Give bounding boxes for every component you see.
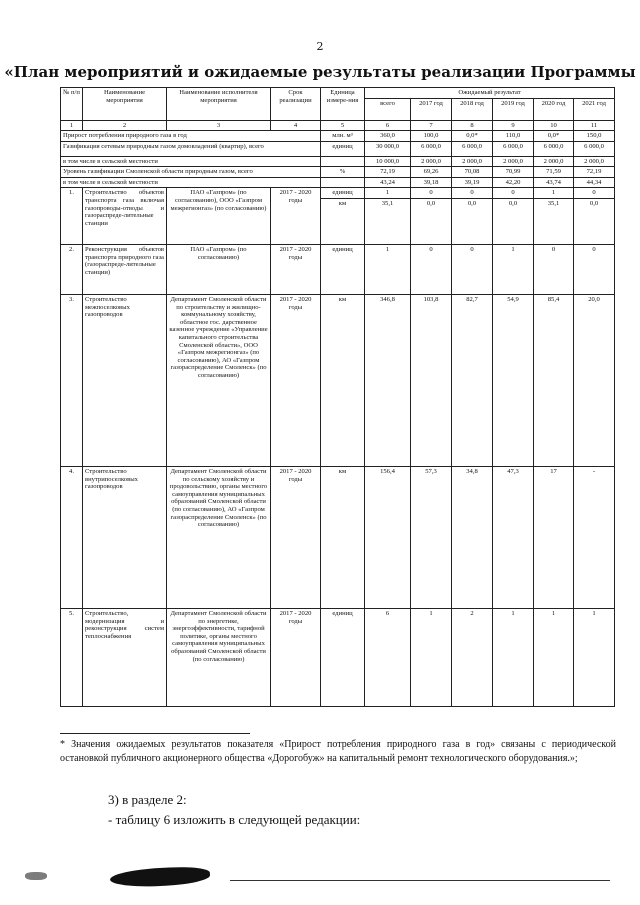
row-value: 57,3 [411, 467, 452, 609]
summary-value: 6 000,0 [574, 141, 615, 156]
row-value: 0,0 [452, 199, 493, 245]
col-number: 1 [61, 120, 83, 131]
row-number: 5. [61, 609, 83, 707]
row-event: Реконструкция объектов транспорта природного газа (газораспреде-лительные станции) [83, 245, 167, 295]
column-numbers-row [61, 120, 615, 131]
row-unit: единиц [321, 188, 365, 199]
col-number: 11 [574, 120, 615, 131]
summary-unit: % [321, 167, 365, 178]
row-value: 0 [452, 245, 493, 295]
row-value: 1 [534, 609, 574, 707]
row-value: 6 [365, 609, 411, 707]
row-value: 0 [493, 188, 534, 199]
summary-value: 2 000,0 [493, 156, 534, 167]
summary-value: 71,59 [534, 167, 574, 178]
summary-value: 39,19 [452, 177, 493, 188]
summary-value: 10 000,0 [365, 156, 411, 167]
row-term: 2017 - 2020 годы [271, 295, 321, 467]
col-number: 5 [321, 120, 365, 131]
summary-value: 0,0* [452, 131, 493, 142]
row-unit: км [321, 467, 365, 609]
scan-edge-line [230, 880, 610, 881]
row-number: 3. [61, 295, 83, 467]
summary-value: 6 000,0 [493, 141, 534, 156]
row-number: 4. [61, 467, 83, 609]
summary-value: 30 000,0 [365, 141, 411, 156]
summary-label: Уровень газификации Смоленской области природным газом, всего [61, 167, 321, 178]
header-term: Срок реализации [271, 88, 321, 121]
row-value: 103,8 [411, 295, 452, 467]
row-value: 1 [365, 188, 411, 199]
edit-item: 3) в разделе 2: [108, 792, 187, 807]
summary-label: в том числе в сельской местности [61, 177, 321, 188]
col-number: 6 [365, 120, 411, 131]
summary-value: 70,08 [452, 167, 493, 178]
footnote-divider [60, 733, 250, 734]
row-value: 35,1 [534, 199, 574, 245]
row-value: 35,1 [365, 199, 411, 245]
summary-row [61, 131, 615, 142]
row-value: 0 [574, 245, 615, 295]
row-term: 2017 - 2020 годы [271, 245, 321, 295]
summary-value: 6 000,0 [411, 141, 452, 156]
summary-value: 2 000,0 [411, 156, 452, 167]
header-2019: 2019 год [493, 98, 534, 120]
footnote: * Значения ожидаемых результатов показателя «Прирост потребления природного газа в год» связаны с периодической остановкой публичного акционерного общества «Дорогобуж» на капитальный ремонт технологического оборудования.»; [60, 739, 616, 764]
row-value: 1 [534, 188, 574, 199]
table-row [61, 245, 615, 295]
summary-label: Прирост потребления природного газа в год [61, 131, 321, 142]
row-event: Строительство объектов транспорта газа включая газопроводы-отводы и газораспреде-лительные станции [83, 188, 167, 245]
summary-row [61, 141, 615, 156]
summary-value: 70,99 [493, 167, 534, 178]
summary-value: 110,0 [493, 131, 534, 142]
row-number: 1. [61, 188, 83, 245]
row-value: 1 [574, 609, 615, 707]
row-value: 47,3 [493, 467, 534, 609]
row-unit: единиц [321, 245, 365, 295]
summary-value: 69,26 [411, 167, 452, 178]
summary-value: 360,0 [365, 131, 411, 142]
row-executor: Департамент Смоленской области по сельскому хозяйству и продовольствию, органы местного самоуправления муниципальных образований Смоленской области (по согласованию), АО «Газпром газораспределение Смоленск» (по согласованию) [167, 467, 271, 609]
table-row [61, 295, 615, 467]
col-number: 8 [452, 120, 493, 131]
summary-value: 150,0 [574, 131, 615, 142]
row-term: 2017 - 2020 годы [271, 188, 321, 245]
col-number: 2 [83, 120, 167, 131]
summary-value: 6 000,0 [452, 141, 493, 156]
row-value: 0,0 [493, 199, 534, 245]
row-value: 34,8 [452, 467, 493, 609]
col-number: 3 [167, 120, 271, 131]
table-row [61, 467, 615, 609]
row-executor: ПАО «Газпром» (по согласованию), ООО «Газпром межрегионгаз» (по согласованию) [167, 188, 271, 245]
page-number: 2 [316, 40, 324, 53]
summary-value: 6 000,0 [534, 141, 574, 156]
scan-mark [25, 872, 47, 880]
summary-row [61, 177, 615, 188]
row-executor: Департамент Смоленской области по строительству и жилищно-коммунальному хозяйству, областное гос. дарственное казенное учреждение «Управление капитального строительства Смоленской области», ООО «Газпром межрегионгаз» (по согласованию), АО «Газпром газораспределение Смоленск» (по согласованию) [167, 295, 271, 467]
row-unit: единиц [321, 609, 365, 707]
row-value: 0,0 [411, 199, 452, 245]
summary-value: 39,18 [411, 177, 452, 188]
header-no: № п/п [61, 88, 83, 121]
summary-label: в том числе в сельской местности [61, 156, 321, 167]
row-value: 0 [534, 245, 574, 295]
row-value: 0 [574, 188, 615, 199]
row-value: 0 [452, 188, 493, 199]
row-value: 82,7 [452, 295, 493, 467]
row-value: 54,9 [493, 295, 534, 467]
summary-value: 2 000,0 [574, 156, 615, 167]
row-term: 2017 - 2020 годы [271, 467, 321, 609]
row-event: Строительство внутрипоселковых газопроводов [83, 467, 167, 609]
row-value: 1 [493, 609, 534, 707]
header-2017: 2017 год [411, 98, 452, 120]
row-executor: Департамент Смоленской области по энергетике, энергоэффективности, тарифной политике, органы местного самоуправления муниципальных образований Смоленской области (по согласованию) [167, 609, 271, 707]
summary-value: 100,0 [411, 131, 452, 142]
row-executor: ПАО «Газпром» (по согласованию) [167, 245, 271, 295]
header-expected: Ожидаемый результат [365, 88, 615, 99]
scan-smudge [110, 865, 211, 888]
page-title: «План мероприятий и ожидаемые результаты реализации Программы [4, 63, 636, 81]
row-value: 85,4 [534, 295, 574, 467]
row-unit: км [321, 199, 365, 245]
summary-value: 42,20 [493, 177, 534, 188]
summary-unit: единиц [321, 141, 365, 156]
row-unit: км [321, 295, 365, 467]
summary-value: 43,24 [365, 177, 411, 188]
header-executor: Наименование исполнителя мероприятия [167, 88, 271, 121]
summary-unit: млн. м³ [321, 131, 365, 142]
table-row [61, 609, 615, 707]
summary-unit [321, 156, 365, 167]
header-2020: 2020 год [534, 98, 574, 120]
row-value: 1 [493, 245, 534, 295]
col-number: 7 [411, 120, 452, 131]
row-event: Строительство, модернизация и реконструкция систем теплоснабжения [83, 609, 167, 707]
row-value: 156,4 [365, 467, 411, 609]
header-event: Наименование мероприятия [83, 88, 167, 121]
row-event: Строительство межпоселковых газопроводов [83, 295, 167, 467]
summary-unit [321, 177, 365, 188]
summary-row [61, 167, 615, 178]
row-value: 2 [452, 609, 493, 707]
header-2021: 2021 год [574, 98, 615, 120]
header-2018: 2018 год [452, 98, 493, 120]
table-header-row [61, 88, 615, 99]
plan-table [60, 87, 615, 707]
row-value: 0 [411, 188, 452, 199]
header-total: всего [365, 98, 411, 120]
summary-value: 2 000,0 [452, 156, 493, 167]
col-number: 10 [534, 120, 574, 131]
edit-subitem: - таблицу 6 изложить в следующей редакции: [108, 812, 361, 827]
row-number: 2. [61, 245, 83, 295]
summary-value: 44,34 [574, 177, 615, 188]
col-number: 4 [271, 120, 321, 131]
header-unit: Единица измере-ния [321, 88, 365, 121]
row-value: 0 [411, 245, 452, 295]
row-value: - [574, 467, 615, 609]
summary-value: 0,0* [534, 131, 574, 142]
row-value: 346,8 [365, 295, 411, 467]
col-number: 9 [493, 120, 534, 131]
table-row [61, 188, 615, 199]
row-value: 20,0 [574, 295, 615, 467]
summary-row [61, 156, 615, 167]
row-value: 1 [365, 245, 411, 295]
row-value: 1 [411, 609, 452, 707]
summary-value: 72,19 [365, 167, 411, 178]
summary-label: Газификация сетевым природным газом домовладений (квартир), всего [61, 141, 321, 156]
row-value: 0,0 [574, 199, 615, 245]
summary-value: 72,19 [574, 167, 615, 178]
summary-value: 2 000,0 [534, 156, 574, 167]
summary-value: 43,74 [534, 177, 574, 188]
row-term: 2017 - 2020 годы [271, 609, 321, 707]
row-value: 17 [534, 467, 574, 609]
